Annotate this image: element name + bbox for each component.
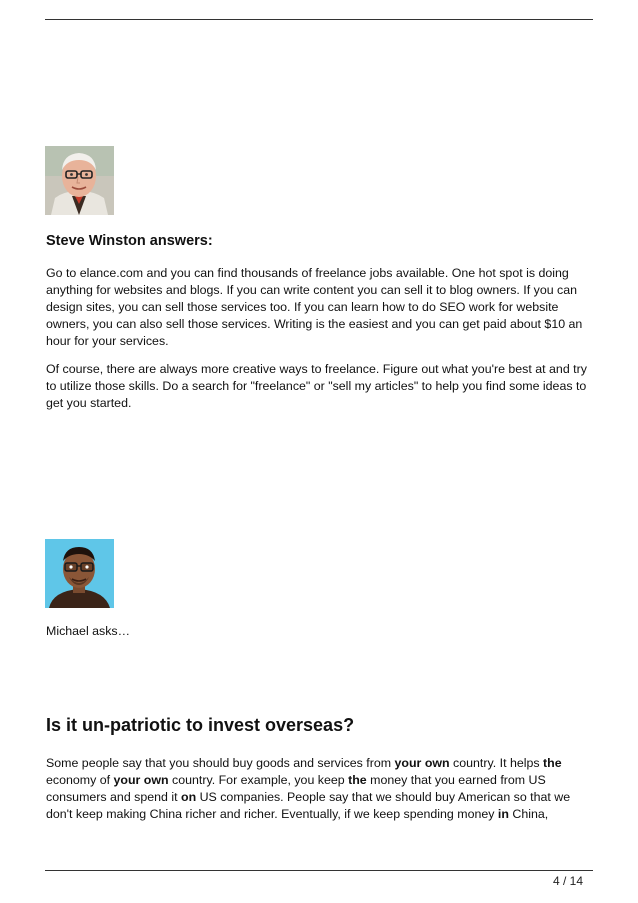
question-body bbox=[46, 755, 596, 823]
avatar-cartoon-image bbox=[45, 539, 114, 608]
body-bold: your own bbox=[394, 756, 450, 770]
body-bold: the bbox=[543, 756, 562, 770]
body-bold: the bbox=[348, 773, 367, 787]
body-text: country. For example, you keep bbox=[168, 773, 349, 787]
body-bold: on bbox=[181, 790, 197, 804]
body-text: China, bbox=[508, 807, 549, 821]
body-text: Some people say that you should buy goods and services from bbox=[46, 756, 395, 770]
asker-label: Michael asks… bbox=[46, 624, 131, 638]
page-number: 4 / 14 bbox=[553, 874, 584, 888]
body-text: economy of bbox=[46, 773, 114, 787]
avatar-steve-winston bbox=[45, 146, 114, 215]
footer-rule bbox=[45, 870, 593, 871]
body-bold: your own bbox=[113, 773, 169, 787]
avatar-michael bbox=[45, 539, 114, 608]
body-text: US companies. People say that we should buy American so that we don't keep making China richer and richer. Eventually, if we keep spending money bbox=[46, 790, 571, 821]
answer-paragraph-2: Of course, there are always more creative ways to freelance. Figure out what you're best at and try to utilize those skills. Do a search for "freelance" or "sell my articles" to help you find some ideas to get you started. bbox=[46, 362, 587, 410]
body-text: money that you earned from US consumers and spend it bbox=[46, 773, 546, 804]
body-text: country. It helps bbox=[449, 756, 544, 770]
header-rule bbox=[45, 19, 593, 20]
body-bold: in bbox=[497, 807, 509, 821]
question-title: Is it un-patriotic to invest overseas? bbox=[46, 715, 355, 735]
avatar-portrait-image bbox=[45, 146, 114, 215]
answer-paragraph-1: Go to elance.com and you can find thousands of freelance jobs available. One hot spot is doing anything for websites and blogs. If you can write content you can sell it to blog owners. If you can design sites, you can sell those services too. If you can learn how to do SEO work for website owners, you can also sell those services. Writing is the easiest and you can get paid about $10 an hour for your services. bbox=[46, 266, 583, 348]
answer-heading: Steve Winston answers: bbox=[46, 233, 213, 249]
